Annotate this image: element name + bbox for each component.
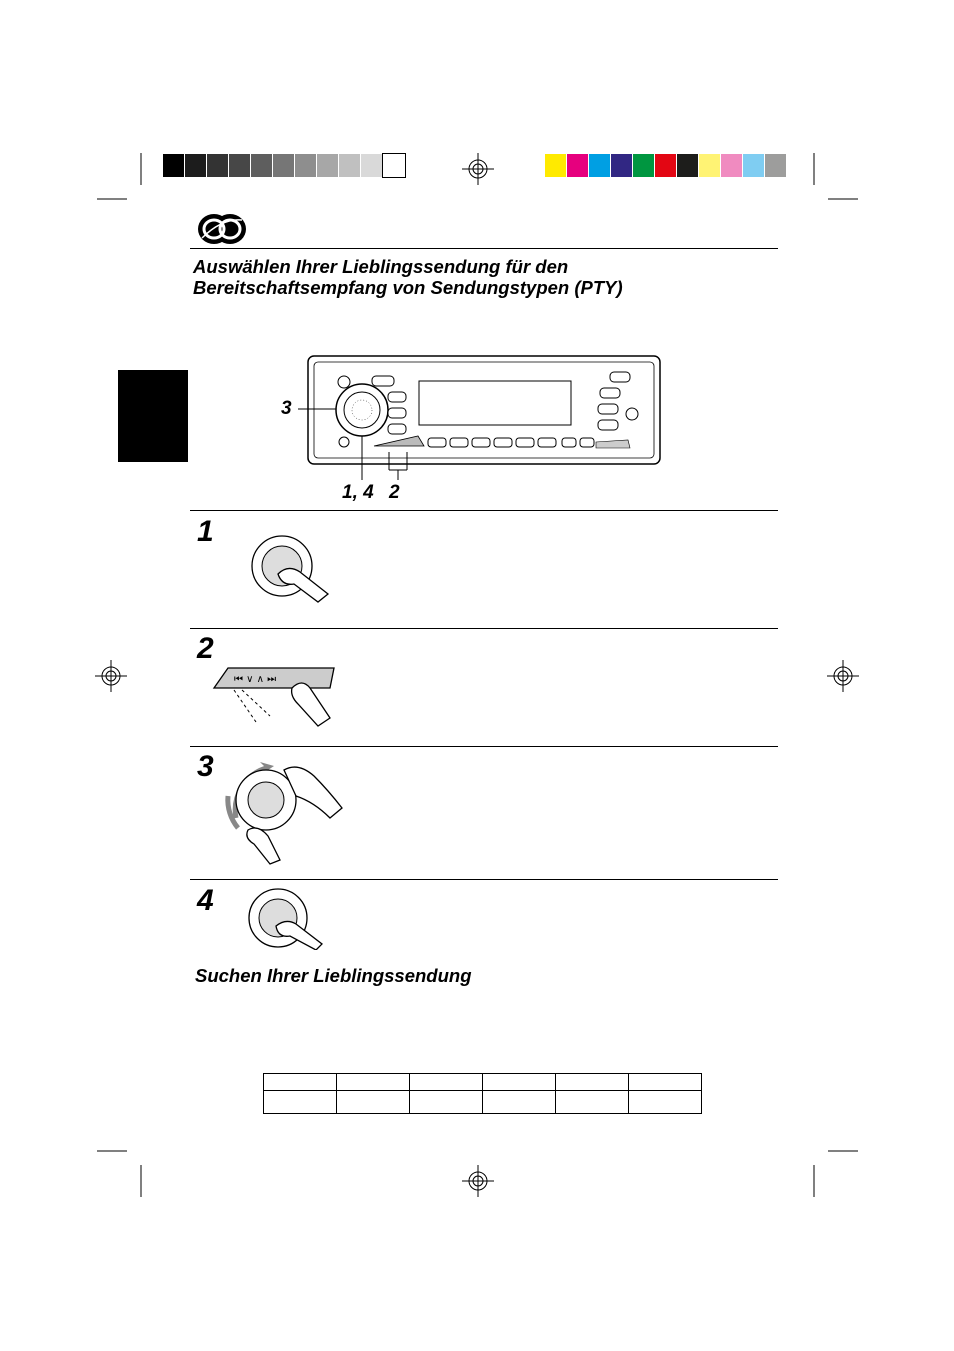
step-2-rule — [190, 628, 778, 629]
dial-rotate-icon — [218, 756, 348, 866]
dial-press-icon — [248, 528, 338, 606]
callout-1-4: 1, 4 — [342, 482, 374, 503]
step-1-rule — [190, 510, 778, 511]
seek-buttons-press-icon — [210, 660, 340, 730]
stereo-panel-diagram — [278, 352, 668, 512]
svg-text:⏮ ∨ ∧ ⏭: ⏮ ∨ ∧ ⏭ — [234, 674, 277, 685]
rds-logo-icon — [196, 212, 248, 246]
pty-table — [263, 1073, 702, 1114]
step-4-rule — [190, 879, 778, 880]
registration-mark-bottom — [462, 1165, 494, 1197]
step-4-number: 4 — [197, 884, 214, 917]
subsection-title: Suchen Ihrer Lieblingssendung — [195, 965, 472, 986]
control-dial — [336, 384, 388, 436]
section-title-line2: Bereitschaftsempfang von Sendungstypen (PTY) — [193, 277, 623, 298]
table-row — [264, 1074, 702, 1091]
registration-mark-top — [462, 153, 494, 185]
step-3-rule — [190, 746, 778, 747]
dial-press-icon-step4 — [246, 886, 336, 950]
callout-2: 2 — [389, 482, 400, 503]
language-side-tab — [118, 370, 188, 462]
table-row — [264, 1091, 702, 1114]
section-title — [193, 256, 793, 298]
section-title-line1: Auswählen Ihrer Lieblingssendung für den — [193, 256, 569, 277]
step-2-number: 2 — [197, 632, 214, 665]
header-rule — [190, 248, 778, 249]
registration-mark-right — [827, 660, 859, 692]
step-1-number: 1 — [197, 515, 214, 548]
callout-3: 3 — [281, 398, 292, 419]
registration-mark-left — [95, 660, 127, 692]
step-3-number: 3 — [197, 750, 214, 783]
